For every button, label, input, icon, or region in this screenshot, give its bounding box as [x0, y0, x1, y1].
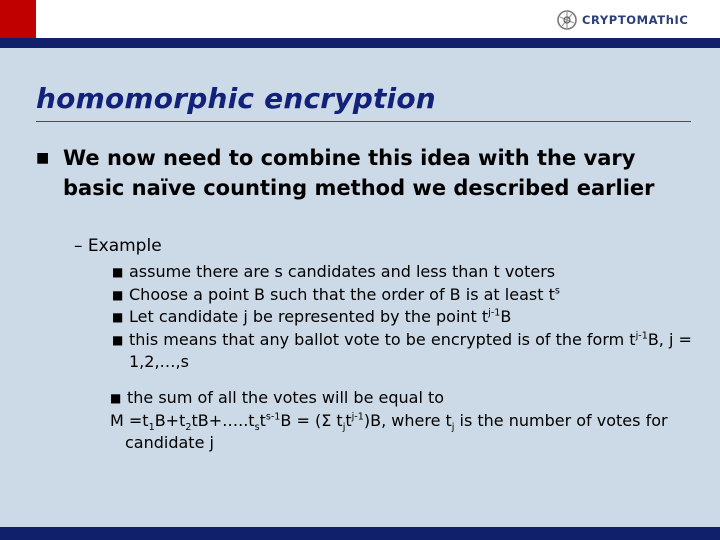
logo-text: CRYPTOMAThIC [582, 13, 689, 27]
list-item [112, 284, 692, 307]
list-item [112, 261, 692, 284]
header-navy-band [0, 38, 720, 48]
list-item-text: Let candidate j be represented by the point t [129, 307, 489, 326]
list-item [110, 387, 700, 410]
slide-title: homomorphic encryption [36, 82, 436, 115]
list-item-text: assume there are s candidates and less than t voters [129, 262, 556, 281]
square-bullet-icon: ■ [110, 391, 122, 405]
sum-formula: $M =t_1B+t_2tB+\dots..t_st^{s-1}B = (\Sigma$ $t_jt^{j-1})B$, where $t_j$ is the number of votes for candidate j [110, 410, 668, 452]
main-bullet [36, 144, 676, 203]
red-accent-block [0, 0, 36, 38]
example-label: Example [87, 236, 162, 256]
list-item [112, 329, 692, 374]
list-item-text: this means that any ballot vote to be encrypted is of the form t [129, 329, 636, 349]
square-bullet-icon: ■ [36, 150, 50, 166]
sum-section [110, 387, 700, 455]
square-bullet-icon: ■ [112, 310, 124, 324]
list-item-text: the sum of all the votes will be equal to [127, 388, 445, 407]
superscript: j-1 [635, 330, 648, 342]
main-bullet-text: We now need to combine this idea with the vary basic naïve counting method we described earlier [63, 146, 655, 200]
list-item-text: Choose a point B such that the order of B is at least t [129, 284, 555, 304]
cryptomathic-logo [556, 8, 688, 32]
title-divider [36, 121, 691, 122]
square-bullet-icon: ■ [112, 287, 124, 302]
square-bullet-icon: ■ [112, 332, 124, 347]
square-bullet-icon: ■ [112, 265, 124, 279]
header-bar [0, 0, 720, 38]
list-item [112, 306, 692, 329]
cryptomathic-logo-icon [556, 9, 578, 31]
example-heading [74, 234, 162, 258]
superscript: s [554, 285, 560, 297]
dash-bullet-icon: – [74, 236, 83, 256]
footer-navy-bar [0, 527, 720, 540]
superscript: j-1 [488, 307, 501, 319]
example-bullet-list [112, 261, 692, 374]
list-item-text: B, j = 1,2,…,s [129, 329, 692, 371]
list-item-text: B [500, 307, 512, 326]
